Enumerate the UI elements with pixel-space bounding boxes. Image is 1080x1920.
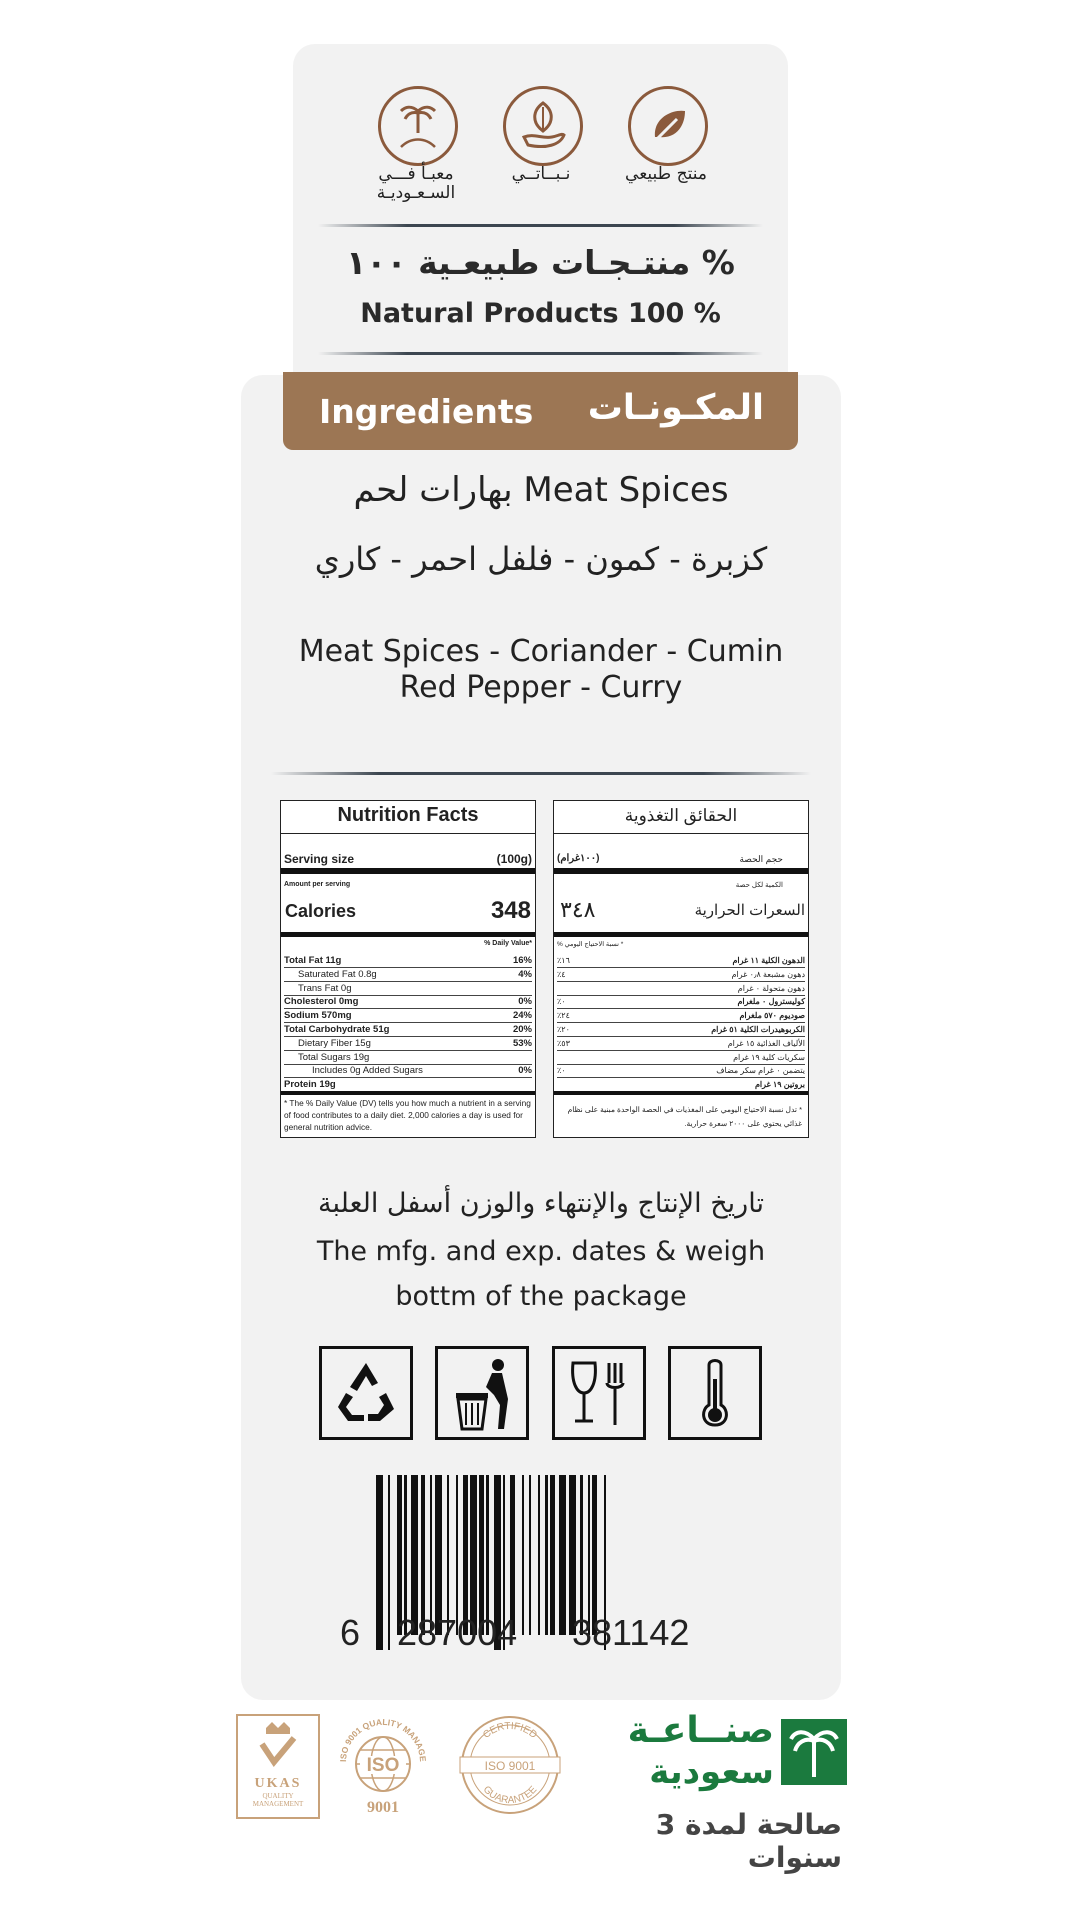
divider-top-1 [318,224,763,227]
plant-hand-icon [503,86,583,166]
daily-value-header-ar: * نسبة الاحتياج اليومي % [557,941,624,948]
calories-value: 348 [490,897,531,924]
ukas-management: MANAGEMENT [252,1800,304,1808]
nutrient-label-ar: سكريات كلية ١٩ غرام [733,1052,805,1062]
barcode-bar [486,1475,488,1635]
barcode-bar [376,1475,383,1650]
headline-english: Natural Products 100 % [360,298,721,329]
iso-9001-logo [332,1712,434,1816]
barcode-digits-right: 381142 [572,1612,690,1653]
nutrient-label-ar: الألياف الغذائية ١٥ غرام [727,1038,805,1048]
calories-label: Calories [285,901,357,921]
nutrient-label-ar: دهون متحولة ٠ غرام [737,983,805,993]
iso-ring-text: ISO 9001 QUALITY MANAGE [337,1716,429,1763]
barcode-bar [588,1475,590,1635]
nutrient-dv: 0% [518,996,532,1008]
barcode-bar [550,1475,555,1635]
ukas-logo [236,1714,320,1819]
nutrient-row-ar [557,968,805,982]
nutrient-label-ar: بروتين ١٩ غرام [754,1080,805,1090]
ingredients-english-2: Red Pepper - Curry [399,670,683,705]
nutrient-dv-ar: ١٦٪ [557,956,570,965]
nutrient-label: Total Carbohydrate 51g [284,1024,390,1035]
nutrient-dv: 24% [512,1010,532,1022]
svg-text:GUARANTEE [481,1784,540,1806]
calories-label-ar: السعرات الحرارية [694,902,805,919]
barcode-digits-left: 287004 [397,1612,518,1653]
nutrient-label: Protein 19g [284,1079,336,1091]
nutrient-label: Sodium 570mg [284,1010,352,1022]
nutrient-row-ar [557,1009,805,1023]
bin-icon [435,1346,529,1440]
stamp-center-text: ISO 9001 [484,1759,536,1773]
nutrient-dv: 0% [518,1065,532,1077]
barcode-bar [388,1475,390,1650]
barcode-bar [470,1475,477,1635]
product-name: بهارات لحم Meat Spices [353,470,729,510]
barcode-bar [435,1475,442,1635]
stamp-top-text: CERTIFIED [481,1720,539,1741]
leaf-icon [628,86,708,166]
nutrient-dv: 53% [512,1037,532,1049]
saudi-made-text-2: سعودية [649,1752,774,1792]
iso-center-text: ISO [366,1755,400,1776]
barcode-bar [397,1475,402,1635]
iso-bottom-text: 9001 [367,1799,399,1816]
serving-size-label: Serving size [284,852,355,866]
ingredients-english-1: Meat Spices - Coriander - Cumin [298,634,784,669]
nutrient-label: Saturated Fat 0.8g [298,968,377,980]
nutrient-dv-ar: ٠٪ [557,1066,566,1076]
nutrition-facts-en [280,800,536,1138]
nutrient-label-ar: يتضمن ٠ غرام سكر مضاف [716,1066,805,1076]
nutrient-dv: 4% [518,968,532,980]
nutrient-label-ar: الكربوهيدرات الكلية ٥١ غرام [711,1025,805,1034]
nutrient-row [284,982,532,996]
barcode-bar [545,1475,547,1635]
nutrient-label: Trans Fat 0g [298,982,352,994]
palm-swords-icon [378,86,458,166]
barcode-bar [404,1475,406,1635]
nutrient-row [284,1051,532,1065]
barcode-bar [569,1475,576,1635]
ingredients-arabic: كزبرة - كمون - فلفل احمر - كاري [314,540,768,578]
nutrient-dv-ar: ٢٠٪ [557,1025,570,1034]
nutrition-title-en: Nutrition Facts [337,804,479,826]
calories-value-ar: ٣٤٨ [560,897,596,922]
barcode-bar [592,1475,597,1635]
nutrient-label: Total Fat 11g [284,955,342,966]
food-safe-icon [552,1346,646,1440]
divider-top-2 [318,352,763,355]
thermometer-icon [668,1346,762,1440]
nutrient-dv-ar: ٥٣٪ [557,1038,570,1048]
ingredients-bar [283,372,798,450]
nutrient-row [284,1023,532,1037]
nutrient-row-ar [557,982,805,996]
recycle-icon [319,1346,413,1440]
nutrition-facts-ar [553,800,809,1138]
ingredients-label-ar: المكـونـات [587,388,764,428]
barcode-bar [510,1475,515,1635]
nutrient-label-ar: الدهون الكلية ١١ غرام [732,956,805,965]
nutrient-row [284,1064,532,1078]
nutrient-label-ar: كوليسترول ٠ ملغرام [737,997,805,1007]
dates-arabic: تاريخ الإنتاج والإنتهاء والوزن أسفل العلبة [318,1188,764,1219]
nutrient-dv: 20% [512,1024,532,1035]
stamp-bottom-text: GUARANTEE [480,1784,540,1807]
headline-arabic: منتـجـات طبيعـية ١٠٠ % [346,243,735,282]
nutrient-dv-ar: ٢٤٪ [557,1011,570,1021]
barcode-bar [479,1475,484,1635]
nutrition-title-ar: الحقائق التغذوية [624,806,738,825]
barcode-bar [421,1475,426,1635]
amount-per-serving-ar: الكمية لكل حصة [735,882,783,889]
barcode-bar [430,1475,432,1635]
serving-size-label-ar: حجم الحصة [739,854,783,864]
nutrient-row-ar [557,995,805,1009]
barcode-bar [522,1475,524,1635]
barcode-bar [463,1475,468,1635]
badge-label-natural: منتج طبيعي [625,164,707,184]
nutrient-dv: 16% [512,955,532,966]
saudi-made-text-1: صنــاعـة [627,1710,774,1751]
nutrient-row-ar [557,954,805,968]
nutrient-row [284,1037,532,1051]
barcode-bar [580,1475,582,1635]
daily-value-header: % Daily Value* [484,940,532,947]
badge-label-packed-ksa: معبـأ فـــي السـعـوديـة [376,164,456,203]
nutrient-dv-ar: ٠٪ [557,997,566,1007]
iso-guarantee-stamp [450,1713,570,1817]
nutrient-label-ar: دهون مشبعة ٠٫٨ غرام [731,969,805,979]
dates-english-2: bottm of the package [395,1281,687,1312]
barcode-digit-first: 6 [340,1612,361,1653]
nutrient-dv-ar: ٤٪ [557,969,566,979]
nutrient-row-ar [557,1023,805,1037]
nutrient-label: Includes 0g Added Sugars [312,1065,423,1077]
divider-mid [271,772,811,775]
amount-per-serving-label: Amount per serving [284,881,351,888]
nutrient-label: Total Sugars 19g [298,1051,370,1063]
barcode-bar [559,1475,566,1635]
ukas-text: UKAS [254,1776,302,1791]
ukas-quality: QUALITY [262,1792,294,1800]
barcode-bar [411,1475,418,1635]
nutrient-row-ar [557,1037,805,1051]
badge-label-vegan: نـبــاتــي [511,164,571,184]
dates-english-1: The mfg. and exp. dates & weigh [316,1236,766,1267]
barcode-bar [538,1475,540,1635]
serving-size-value-ar: (١٠٠غرام) [557,853,600,864]
validity-text: صالحة لمدة 3 سنوات [655,1808,842,1874]
nutrient-row-ar [557,1051,805,1065]
nutrient-row [284,995,532,1009]
barcode-bar [447,1475,449,1635]
barcode-bar [456,1475,458,1635]
footnote-en: * The % Daily Value (DV) tells you how much a nutrient in a serving of food contributes to a daily diet. 2,000 calories a day is used for general nutrition advice. [284,1098,531,1132]
serving-size-value: (100g) [496,852,532,866]
barcode-bar [529,1475,531,1635]
nutrient-row [284,1009,532,1023]
ingredients-label-en: Ingredients [319,392,534,431]
saudi-made-palm-icon [781,1719,847,1785]
footnote-ar: * تدل نسبة الاحتياج اليومي على المغذيات في الحصة الواحدة مبنية على نظام غذائي يحتوي على ٢٠٠٠ سعرة حرارية. [567,1105,802,1128]
nutrient-label-ar: صوديوم ٥٧٠ ملغرام [739,1011,805,1021]
nutrient-label: Cholesterol 0mg [284,996,359,1008]
nutrient-row-ar [557,1064,805,1078]
nutrient-row [284,968,532,982]
nutrient-row [284,954,532,968]
nutrient-label: Dietary Fiber 15g [298,1037,371,1049]
